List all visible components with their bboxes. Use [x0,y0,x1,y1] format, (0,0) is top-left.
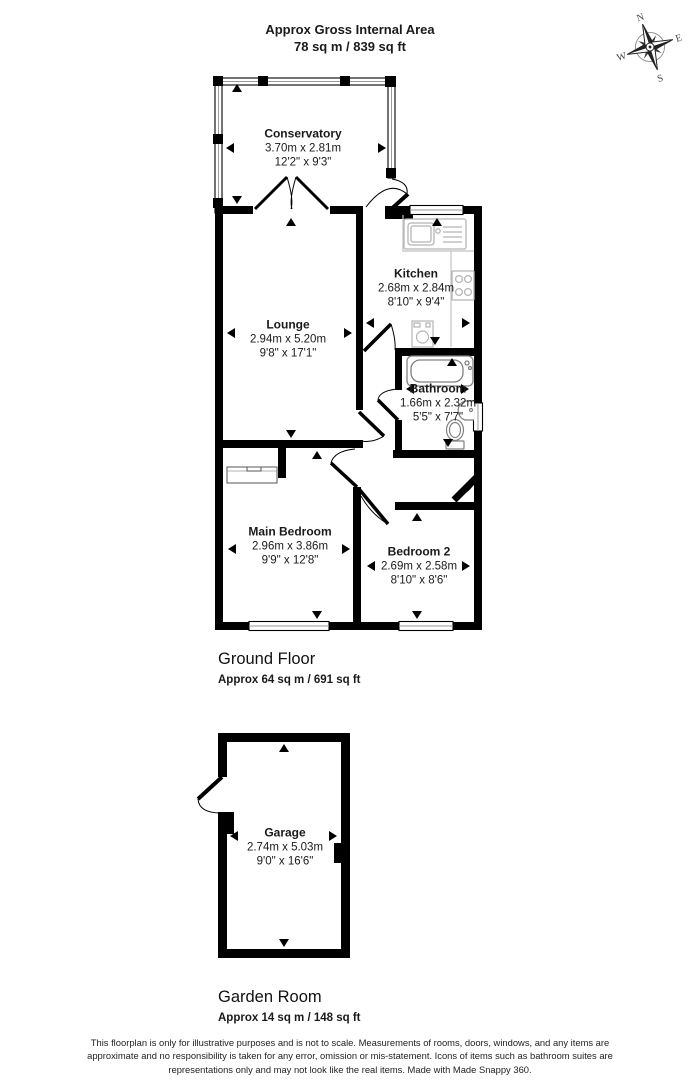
washing-machine-icon [412,321,433,347]
room-label-bedroom2: Bedroom 2 2.69m x 2.58m 8'10" x 8'6" [380,544,458,587]
room-label-kitchen: Kitchen 2.68m x 2.84m 8'10" x 9'4" [377,266,455,309]
bedroom2-door-arc [359,489,388,524]
bathroom-door-arc [378,389,398,420]
compass-north-label: N [635,11,646,25]
garden-room-title: Garden Room [218,988,322,1006]
ground-floor-title: Ground Floor [218,650,316,668]
garden-room-area: Approx 14 sq m / 148 sq ft [218,1012,361,1024]
lounge-door-arc [359,412,384,441]
disclaimer-text: This floorplan is only for illustrative purposes and is not to scale. Measurements of rooms, doors, windows, and any items are approximate and no responsibility is taken for any error, omission or mis-statement. Icons of items such as bathroom suites are representations only and may not look like the real items. Made with Made Snappy 360. [87,1037,613,1075]
french-doors-arc [255,177,328,209]
gia-value: 78 sq m / 839 sq ft [294,39,406,54]
room-label-lounge: Lounge 2.94m x 5.20m 9'8" x 17'1" [249,317,327,360]
compass-west-label: W [615,50,628,64]
hob-icon [452,271,474,300]
compass-east-label: E [674,32,684,45]
gia-title: Approx Gross Internal Area [265,22,435,37]
kitchen-door-arc [364,324,395,351]
ground-floor-area: Approx 64 sq m / 691 sq ft [218,674,361,686]
room-label-bathroom: Bathroom 1.66m x 2.32m 5'5" x 7'7" [399,381,477,424]
room-label-conservatory: Conservatory 3.70m x 2.81m 12'2" x 9'3" [264,126,342,169]
room-label-garage: Garage 2.74m x 5.03m 9'0" x 16'6" [246,825,324,868]
gross-internal-area-heading [0,21,700,55]
garage-door-arc [198,777,222,813]
wardrobe-icon [227,467,277,483]
main-bedroom-door-arc [331,449,357,487]
compass-south-label: S [656,72,665,85]
garden-room-heading [218,988,361,1024]
ground-floor-heading [218,650,361,686]
room-label-main-bedroom: Main Bedroom 2.96m x 3.86m 9'9" x 12'8" [248,524,332,567]
